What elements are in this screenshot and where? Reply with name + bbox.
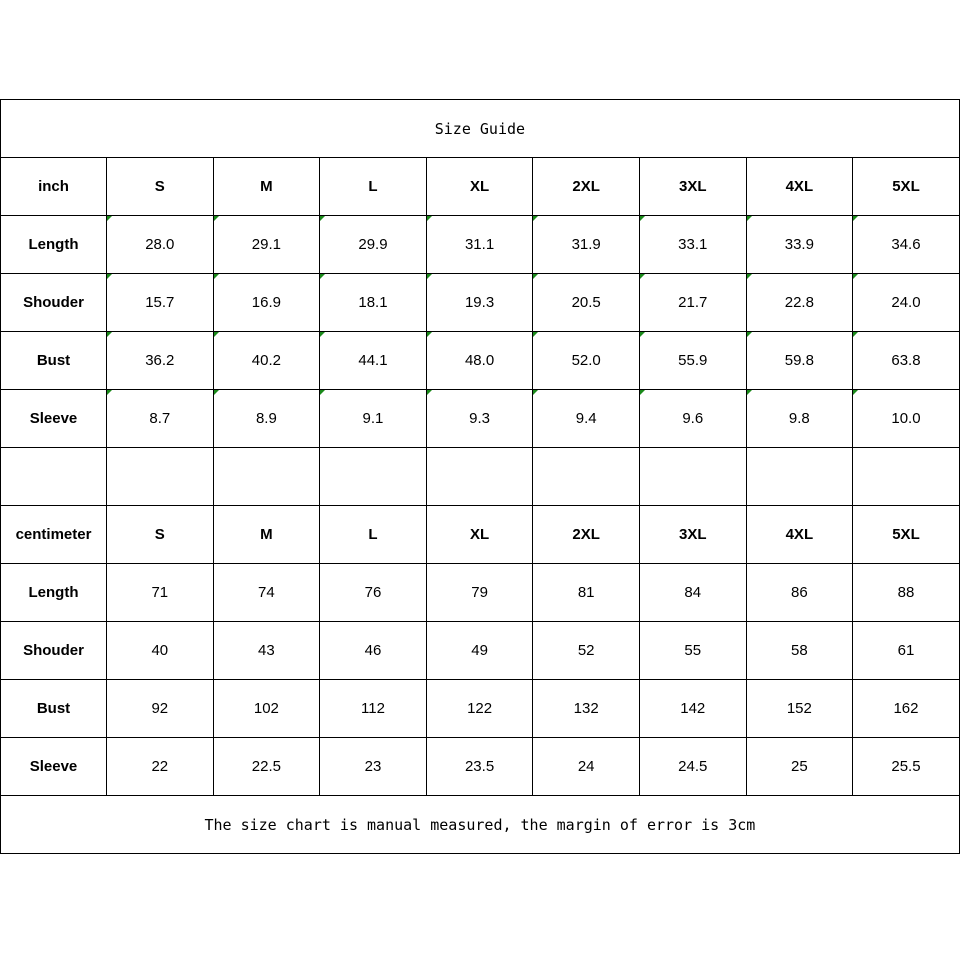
table-cell: 58	[746, 622, 853, 680]
empty-cell	[533, 448, 640, 506]
table-cell: 142	[639, 680, 746, 738]
table-cell: 23	[320, 738, 427, 796]
empty-cell	[213, 448, 320, 506]
table-cell: 132	[533, 680, 640, 738]
row-label: Bust	[1, 332, 107, 390]
row-label: Sleeve	[1, 390, 107, 448]
table-cell: 15.7	[107, 274, 214, 332]
inch-size-header: 5XL	[853, 158, 960, 216]
table-cell: 71	[107, 564, 214, 622]
row-label: Shouder	[1, 622, 107, 680]
table-cell: 40	[107, 622, 214, 680]
table-cell: 88	[853, 564, 960, 622]
inch-size-header: S	[107, 158, 214, 216]
row-label: Shouder	[1, 274, 107, 332]
table-cell: 9.8	[746, 390, 853, 448]
cm-size-header: XL	[426, 506, 533, 564]
table-cell: 24.0	[853, 274, 960, 332]
row-label: Length	[1, 216, 107, 274]
cm-size-header: L	[320, 506, 427, 564]
cm-sleeve-row	[1, 738, 960, 796]
inch-size-header: L	[320, 158, 427, 216]
table-cell: 34.6	[853, 216, 960, 274]
table-cell: 79	[426, 564, 533, 622]
table-cell: 21.7	[639, 274, 746, 332]
cm-length-row	[1, 564, 960, 622]
table-cell: 10.0	[853, 390, 960, 448]
inch-unit-label: inch	[1, 158, 107, 216]
table-cell: 84	[639, 564, 746, 622]
table-cell: 8.9	[213, 390, 320, 448]
table-cell: 28.0	[107, 216, 214, 274]
size-guide-sheet	[0, 99, 959, 854]
inch-size-header: 3XL	[639, 158, 746, 216]
table-cell: 22	[107, 738, 214, 796]
table-cell: 8.7	[107, 390, 214, 448]
table-cell: 49	[426, 622, 533, 680]
table-cell: 33.1	[639, 216, 746, 274]
row-label: Bust	[1, 680, 107, 738]
table-cell: 19.3	[426, 274, 533, 332]
inch-size-header: M	[213, 158, 320, 216]
cm-unit-label: centimeter	[1, 506, 107, 564]
cm-size-header: 2XL	[533, 506, 640, 564]
cm-size-header: 4XL	[746, 506, 853, 564]
empty-cell	[746, 448, 853, 506]
table-cell: 29.9	[320, 216, 427, 274]
table-cell: 74	[213, 564, 320, 622]
table-cell: 23.5	[426, 738, 533, 796]
table-cell: 55	[639, 622, 746, 680]
table-cell: 76	[320, 564, 427, 622]
empty-cell	[320, 448, 427, 506]
table-cell: 40.2	[213, 332, 320, 390]
table-cell: 33.9	[746, 216, 853, 274]
table-cell: 18.1	[320, 274, 427, 332]
spacer-row	[1, 448, 960, 506]
table-cell: 9.1	[320, 390, 427, 448]
empty-cell	[639, 448, 746, 506]
inch-length-row	[1, 216, 960, 274]
table-cell: 44.1	[320, 332, 427, 390]
table-cell: 59.8	[746, 332, 853, 390]
inch-header-row	[1, 158, 960, 216]
table-cell: 36.2	[107, 332, 214, 390]
row-label: Sleeve	[1, 738, 107, 796]
table-cell: 61	[853, 622, 960, 680]
table-cell: 9.6	[639, 390, 746, 448]
table-cell: 52	[533, 622, 640, 680]
empty-cell	[1, 448, 107, 506]
table-cell: 25	[746, 738, 853, 796]
table-cell: 31.9	[533, 216, 640, 274]
table-cell: 92	[107, 680, 214, 738]
table-cell: 112	[320, 680, 427, 738]
table-cell: 9.4	[533, 390, 640, 448]
table-cell: 22.8	[746, 274, 853, 332]
cm-header-row	[1, 506, 960, 564]
inch-size-header: 4XL	[746, 158, 853, 216]
row-label: Length	[1, 564, 107, 622]
cm-size-header: M	[213, 506, 320, 564]
cm-size-header: 5XL	[853, 506, 960, 564]
table-cell: 16.9	[213, 274, 320, 332]
cm-bust-row	[1, 680, 960, 738]
cm-size-header: 3XL	[639, 506, 746, 564]
table-cell: 46	[320, 622, 427, 680]
table-cell: 63.8	[853, 332, 960, 390]
empty-cell	[107, 448, 214, 506]
measurement-note: The size chart is manual measured, the margin of error is 3cm	[1, 796, 960, 854]
table-cell: 24.5	[639, 738, 746, 796]
table-cell: 52.0	[533, 332, 640, 390]
cm-shoulder-row	[1, 622, 960, 680]
table-cell: 102	[213, 680, 320, 738]
note-row	[1, 796, 960, 854]
table-cell: 20.5	[533, 274, 640, 332]
table-cell: 29.1	[213, 216, 320, 274]
empty-cell	[426, 448, 533, 506]
inch-bust-row	[1, 332, 960, 390]
inch-sleeve-row	[1, 390, 960, 448]
table-cell: 152	[746, 680, 853, 738]
table-cell: 9.3	[426, 390, 533, 448]
table-cell: 24	[533, 738, 640, 796]
table-cell: 122	[426, 680, 533, 738]
table-title: Size Guide	[1, 100, 960, 158]
table-cell: 43	[213, 622, 320, 680]
title-row	[1, 100, 960, 158]
table-cell: 86	[746, 564, 853, 622]
table-cell: 25.5	[853, 738, 960, 796]
table-cell: 81	[533, 564, 640, 622]
inch-size-header: 2XL	[533, 158, 640, 216]
table-cell: 22.5	[213, 738, 320, 796]
table-cell: 162	[853, 680, 960, 738]
empty-cell	[853, 448, 960, 506]
cm-size-header: S	[107, 506, 214, 564]
table-cell: 31.1	[426, 216, 533, 274]
table-cell: 48.0	[426, 332, 533, 390]
inch-shoulder-row	[1, 274, 960, 332]
size-guide-table	[0, 99, 960, 854]
inch-size-header: XL	[426, 158, 533, 216]
table-cell: 55.9	[639, 332, 746, 390]
